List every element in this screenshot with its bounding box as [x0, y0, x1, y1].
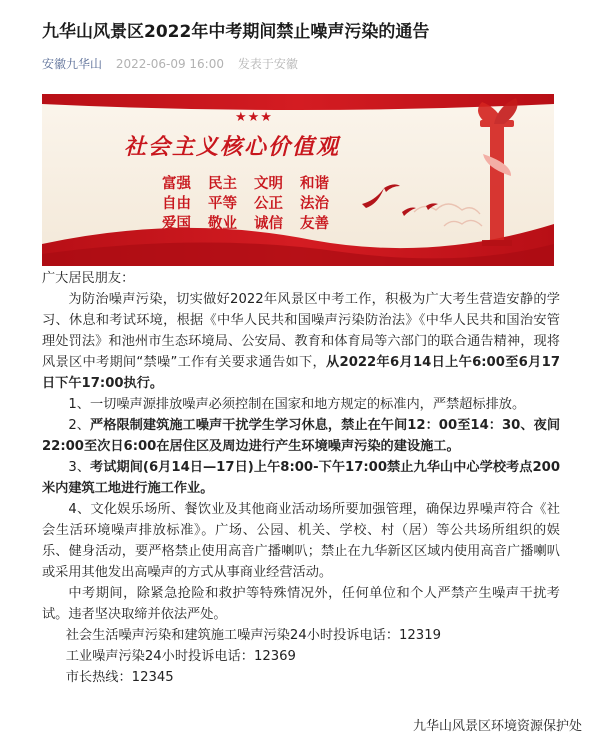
- greeting: 广大居民朋友：: [42, 271, 135, 286]
- hotline-industrial: 工业噪声污染24小时投诉电话：12369: [65, 649, 296, 664]
- stars: ★★★: [235, 110, 273, 125]
- value-6: 平等: [208, 196, 237, 212]
- value-8: 法治: [300, 196, 329, 212]
- rule-3-number: 3、: [68, 460, 91, 475]
- value-4: 和谐: [300, 176, 329, 192]
- article-body: [42, 268, 560, 688]
- core-values-banner: [42, 94, 554, 266]
- value-1: 富强: [162, 176, 191, 192]
- rule-2: [42, 415, 560, 457]
- publish-time: 2022-06-09 16:00: [115, 57, 224, 71]
- closing-paragraph: 中考期间，除紧急抢险和救护等特殊情况外，任何单位和个人严禁产生噪声干扰考试。违者坚决取缔并依法严处。: [42, 586, 560, 622]
- value-11: 诚信: [254, 216, 283, 232]
- rule-3-text: 考试期间(6月14日—17日)上午8:00-下午17:00禁止九华山中心学校考点200米内建筑工地进行施工作业。: [42, 460, 561, 496]
- value-7: 公正: [254, 196, 283, 212]
- rule-3: [42, 457, 560, 499]
- banner-headline: 社会主义核心价值观: [124, 134, 341, 160]
- intro-text: 为防治噪声污染，切实做好2022年风景区中考工作，积极为广大考生营造安静的学习、休息和考试环境，根据《中华人民共和国噪声污染防治法》《中华人民共和国治安管理处罚法》和池州市生态环境局、公安局、教育和体育局等六部门的联合通告精神，现将风景区中考期间“禁噪”工作有关要求通告如下，: [42, 292, 560, 370]
- article-meta: [42, 56, 298, 72]
- signature: 九华山风景区环境资源保护处: [412, 719, 582, 734]
- publish-location: 发表于安徽: [237, 57, 298, 71]
- hotline-mayor: 市长热线：12345: [65, 670, 174, 685]
- intro-paragraph: [42, 289, 560, 394]
- author-link[interactable]: 安徽九华山: [42, 57, 103, 71]
- rule-2-text: 严格限制建筑施工噪声干扰学生学习休息，禁止在午间12：00至14：30、夜间22:00至次日6:00在居住区及周边进行产生环境噪声污染的建设施工。: [42, 418, 561, 454]
- article-title: 九华山风景区2022年中考期间禁止噪声污染的通告: [42, 22, 430, 42]
- value-2: 民主: [208, 176, 237, 192]
- rule-4: 4、文化娱乐场所、餐饮业及其他商业活动场所要加强管理，确保边界噪声符合《社会生活环境噪声排放标准》。广场、公园、机关、学校、村（居）等公共场所组织的娱乐、健身活动，要严格禁止使用高音广播喇叭；禁止在九华新区区域内使用高音广播喇叭或采用其他发出高噪声的方式从事商业经营活动。: [42, 502, 560, 580]
- value-10: 敬业: [208, 216, 237, 232]
- value-9: 爱国: [162, 216, 191, 232]
- effective-period: 从2022年6月14日上午6:00至6月17日下午17:00执行。: [42, 355, 560, 391]
- value-12: 友善: [300, 216, 329, 232]
- value-3: 文明: [254, 176, 283, 192]
- value-5: 自由: [162, 196, 191, 212]
- hotline-noise: 社会生活噪声污染和建筑施工噪声污染24小时投诉电话：12319: [65, 628, 441, 643]
- rule-2-number: 2、: [68, 418, 91, 433]
- rule-1: 1、一切噪声源排放噪声必须控制在国家和地方规定的标准内，严禁超标排放。: [68, 397, 526, 412]
